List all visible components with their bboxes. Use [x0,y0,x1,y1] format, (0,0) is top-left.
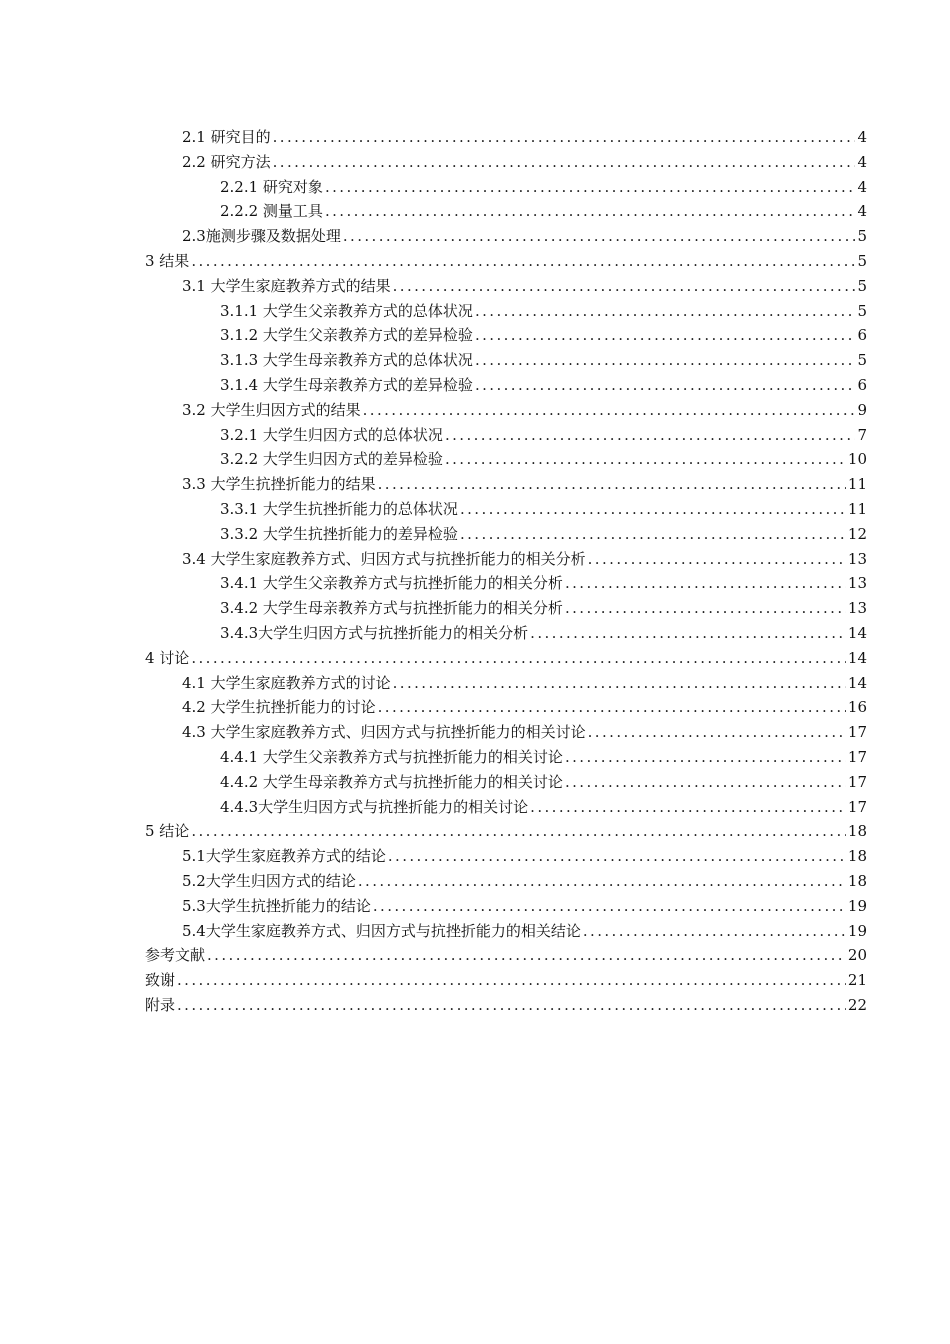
toc-dot-leader [273,125,855,150]
toc-entry[interactable] [145,423,867,448]
toc-entry-page-number: 10 [847,450,867,469]
toc-entry-label: 5.4大学生家庭教养方式、归因方式与抗挫折能力的相关结论 [182,921,581,940]
toc-dot-leader [565,571,846,596]
toc-dot-leader [565,745,846,770]
toc-dot-leader [177,968,846,993]
toc-dot-leader [363,398,855,423]
toc-entry[interactable] [145,646,867,671]
toc-entry-page-number: 18 [847,847,867,866]
toc-entry-page-number: 4 [857,152,867,171]
toc-entry[interactable] [145,621,867,646]
toc-entry-page-number: 6 [857,326,867,345]
toc-entry[interactable] [145,522,867,547]
toc-dot-leader [191,646,846,671]
toc-entry-label: 3.2.1 大学生归因方式的总体状况 [220,425,443,444]
toc-entry[interactable] [145,175,867,200]
toc-entry-page-number: 22 [847,995,867,1014]
toc-entry-label: 3.2 大学生归因方式的结果 [182,400,361,419]
toc-dot-leader [343,224,855,249]
toc-entry[interactable] [145,844,867,869]
toc-dot-leader [378,472,846,497]
toc-entry[interactable] [145,894,867,919]
toc-entry[interactable] [145,919,867,944]
toc-entry-page-number: 13 [847,599,867,618]
toc-entry-label: 5.1大学生家庭教养方式的结论 [182,847,386,866]
toc-entry-label: 3.1 大学生家庭教养方式的结果 [182,276,391,295]
toc-dot-leader [207,943,846,968]
toc-dot-leader [565,596,846,621]
toc-dot-leader [445,447,846,472]
toc-entry-page-number: 5 [857,227,867,246]
toc-entry-page-number: 5 [857,276,867,295]
toc-entry[interactable] [145,497,867,522]
toc-entry[interactable] [145,274,867,299]
toc-entry-label: 3.4.1 大学生父亲教养方式与抗挫折能力的相关分析 [220,574,563,593]
toc-entry-label: 3.4.3大学生归因方式与抗挫折能力的相关分析 [220,623,529,642]
toc-entry[interactable] [145,199,867,224]
toc-entry-label: 致谢 [145,971,176,990]
toc-entry-label: 3.3 大学生抗挫折能力的结果 [182,475,376,494]
toc-dot-leader [460,522,846,547]
toc-entry-label: 3.1.2 大学生父亲教养方式的差异检验 [220,326,473,345]
toc-entry-page-number: 13 [847,574,867,593]
toc-dot-leader [565,770,846,795]
toc-entry-page-number: 17 [847,772,867,791]
toc-entry-label: 2.2.2 测量工具 [220,202,323,221]
toc-entry-label: 4.3 大学生家庭教养方式、归因方式与抗挫折能力的相关讨论 [182,723,586,742]
toc-entry-label: 附录 [145,995,176,1014]
toc-entry[interactable] [145,249,867,274]
toc-entry-page-number: 4 [857,177,867,196]
toc-entry[interactable] [145,150,867,175]
toc-entry-page-number: 5 [857,251,867,270]
toc-entry[interactable] [145,695,867,720]
toc-entry[interactable] [145,472,867,497]
toc-dot-leader [588,547,846,572]
toc-entry-page-number: 11 [847,475,867,494]
toc-entry-page-number: 12 [847,524,867,543]
toc-dot-leader [475,299,855,324]
toc-dot-leader [388,844,846,869]
toc-entry-label: 4.4.1 大学生父亲教养方式与抗挫折能力的相关讨论 [220,747,563,766]
toc-entry-label: 3.2.2 大学生归因方式的差异检验 [220,450,443,469]
toc-entry-page-number: 21 [847,971,867,990]
toc-entry[interactable] [145,571,867,596]
toc-entry[interactable] [145,447,867,472]
toc-entry-label: 2.2.1 研究对象 [220,177,323,196]
toc-dot-leader [325,199,855,224]
toc-entry-page-number: 5 [857,351,867,370]
toc-entry[interactable] [145,720,867,745]
toc-dot-leader [373,894,846,919]
toc-entry-page-number: 11 [847,499,867,518]
toc-dot-leader [460,497,846,522]
toc-entry[interactable] [145,671,867,696]
toc-entry-label: 4.2 大学生抗挫折能力的讨论 [182,698,376,717]
toc-entry-label: 5.2大学生归因方式的结论 [182,871,356,890]
toc-entry[interactable] [145,795,867,820]
toc-entry[interactable] [145,869,867,894]
toc-entry-label: 3.1.3 大学生母亲教养方式的总体状况 [220,351,473,370]
toc-entry-page-number: 19 [847,921,867,940]
toc-entry-page-number: 5 [857,301,867,320]
toc-entry-page-number: 18 [847,871,867,890]
toc-entry-page-number: 17 [847,797,867,816]
toc-entry[interactable] [145,596,867,621]
toc-entry[interactable] [145,125,867,150]
toc-dot-leader [191,819,846,844]
toc-entry-label: 参考文献 [145,946,206,965]
toc-entry-label: 3.4.2 大学生母亲教养方式与抗挫折能力的相关分析 [220,599,563,618]
toc-entry-label: 4.4.3大学生归因方式与抗挫折能力的相关讨论 [220,797,529,816]
toc-entry-page-number: 20 [847,946,867,965]
toc-entry[interactable] [145,993,867,1018]
toc-entry-page-number: 4 [857,202,867,221]
toc-entry-label: 4.4.2 大学生母亲教养方式与抗挫折能力的相关讨论 [220,772,563,791]
toc-entry-page-number: 7 [857,425,867,444]
toc-dot-leader [273,150,855,175]
toc-entry-label: 2.1 研究目的 [182,128,271,146]
toc-entry[interactable] [145,968,867,993]
toc-dot-leader [475,348,855,373]
toc-entry-page-number: 9 [857,400,867,419]
toc-dot-leader [358,869,846,894]
toc-entry[interactable] [145,323,867,348]
toc-entry-label: 5.3大学生抗挫折能力的结论 [182,896,371,915]
toc-dot-leader [325,175,855,200]
toc-entry-label: 3.1.1 大学生父亲教养方式的总体状况 [220,301,473,320]
toc-entry[interactable] [145,398,867,423]
toc-dot-leader [445,423,855,448]
toc-entry-label: 3 结果 [145,251,190,270]
toc-dot-leader [583,919,846,944]
table-of-contents [145,125,867,1018]
toc-entry-label: 4.1 大学生家庭教养方式的讨论 [182,673,391,692]
toc-entry[interactable] [145,373,867,398]
toc-dot-leader [588,720,846,745]
toc-dot-leader [378,695,846,720]
toc-entry-label: 3.3.2 大学生抗挫折能力的差异检验 [220,524,458,543]
toc-entry[interactable] [145,348,867,373]
toc-entry-label: 3.1.4 大学生母亲教养方式的差异检验 [220,375,473,394]
toc-entry-label: 2.2 研究方法 [182,152,271,171]
toc-entry-page-number: 14 [847,673,867,692]
toc-entry-label: 3.4 大学生家庭教养方式、归因方式与抗挫折能力的相关分析 [182,549,586,568]
toc-dot-leader [191,249,855,274]
toc-entry-label: 4 讨论 [145,648,190,667]
toc-entry-page-number: 14 [847,623,867,642]
toc-entry-page-number: 13 [847,549,867,568]
toc-entry-label: 2.3施测步骤及数据处理 [182,227,341,246]
toc-entry[interactable] [145,224,867,249]
toc-entry[interactable] [145,770,867,795]
toc-entry-label: 5 结论 [145,822,190,841]
toc-dot-leader [475,323,855,348]
toc-entry-page-number: 17 [847,747,867,766]
toc-dot-leader [530,621,846,646]
toc-entry-label: 3.3.1 大学生抗挫折能力的总体状况 [220,499,458,518]
toc-entry-page-number: 19 [847,896,867,915]
toc-entry-page-number: 4 [857,128,867,146]
toc-entry[interactable] [145,299,867,324]
toc-entry-page-number: 6 [857,375,867,394]
toc-dot-leader [177,993,846,1018]
toc-entry-page-number: 17 [847,723,867,742]
toc-dot-leader [393,671,846,696]
toc-entry-page-number: 18 [847,822,867,841]
toc-dot-leader [475,373,855,398]
toc-entry[interactable] [145,943,867,968]
toc-entry[interactable] [145,819,867,844]
toc-dot-leader [393,274,855,299]
toc-dot-leader [530,795,846,820]
toc-entry-page-number: 14 [847,648,867,667]
toc-entry-page-number: 16 [847,698,867,717]
toc-entry[interactable] [145,745,867,770]
toc-entry[interactable] [145,547,867,572]
